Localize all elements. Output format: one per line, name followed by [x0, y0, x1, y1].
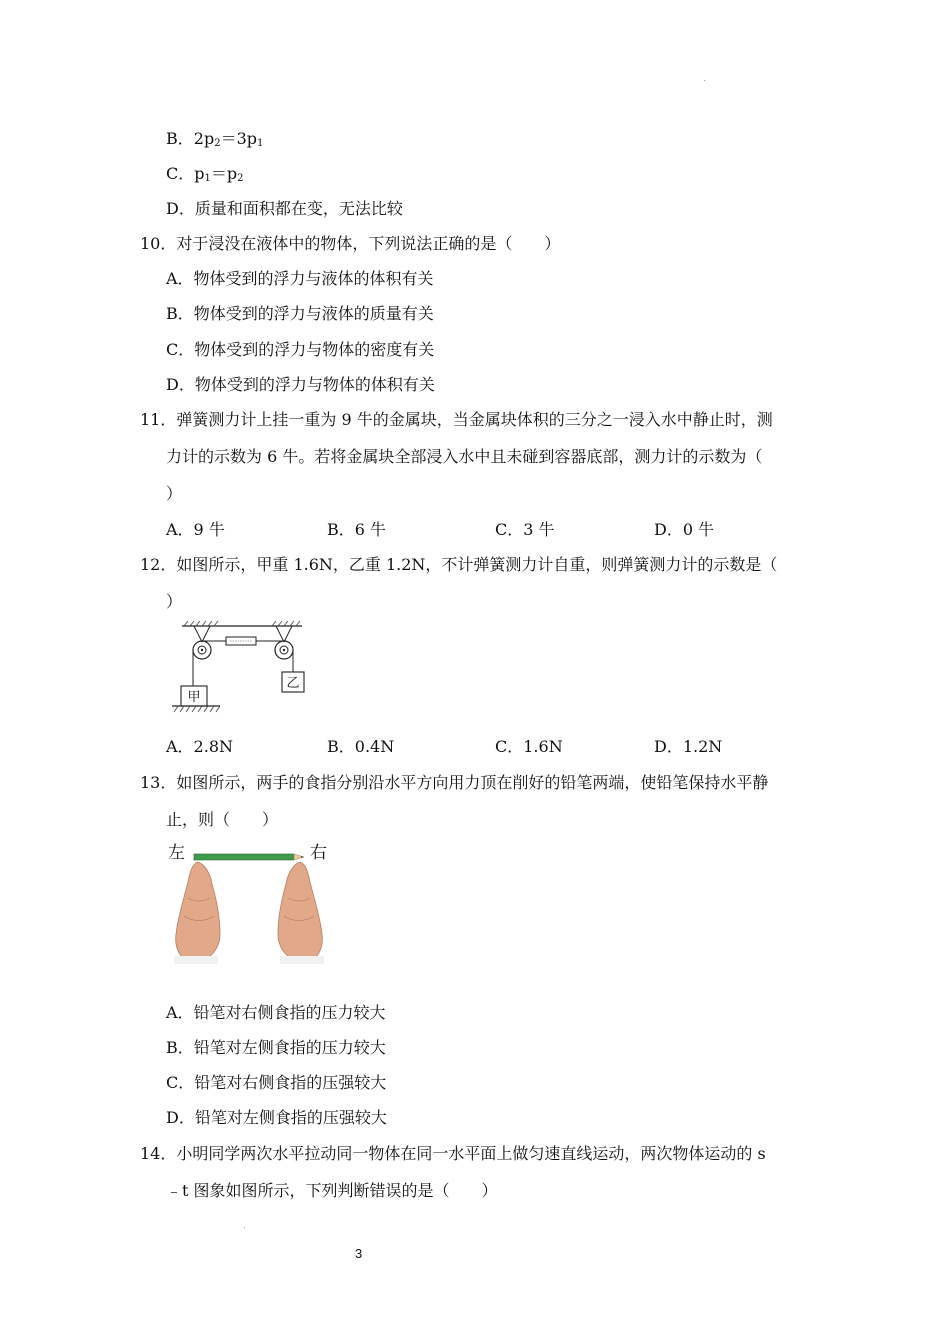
- ground-hatch: [174, 706, 220, 712]
- q12-option-a: A．2.8N: [166, 737, 234, 756]
- q11-option-b: B．6 牛: [327, 520, 387, 539]
- option-letter: B．: [166, 129, 194, 148]
- label-right: 右: [310, 843, 327, 863]
- ceiling-hatch: [184, 621, 300, 626]
- label-yi: 乙: [286, 676, 300, 691]
- subscript: 2: [237, 173, 244, 184]
- pulley-figure: [168, 620, 308, 714]
- scan-dot: [704, 80, 705, 81]
- q13-option-a: A．铅笔对右侧食指的压力较大: [166, 1003, 386, 1022]
- q12-option-d: D．1.2N: [654, 737, 723, 756]
- pencil-body: [194, 854, 294, 860]
- q12-stem-line2: ）: [166, 592, 183, 611]
- left-hand: [174, 862, 220, 964]
- q13-stem-line2: 止，则（ ）: [166, 810, 279, 829]
- q13-option-c: C．铅笔对右侧食指的压强较大: [166, 1073, 387, 1092]
- q11-options-row: [0, 520, 950, 540]
- pencil-hands-figure: [164, 838, 334, 966]
- q11-stem-line1: 11．弹簧测力计上挂一重为 9 牛的金属块，当金属块体积的三分之一浸入水中静止时，测: [140, 410, 773, 429]
- q10-option-b: B．物体受到的浮力与液体的质量有关: [166, 304, 434, 323]
- q11-option-d: D．0 牛: [654, 520, 715, 539]
- formula-part: p: [194, 164, 205, 183]
- q10-option-a: A．物体受到的浮力与液体的体积有关: [166, 269, 434, 288]
- q10-stem: 10．对于浸没在液体中的物体，下列说法正确的是（ ）: [140, 234, 561, 253]
- q12-options-row: [0, 737, 950, 757]
- q12-option-b: B．0.4N: [327, 737, 395, 756]
- q9-option-c: [166, 164, 244, 189]
- subscript: 1: [257, 138, 264, 149]
- q12-option-c: C．1.6N: [495, 737, 563, 756]
- subscript: 1: [204, 173, 211, 184]
- label-left: 左: [168, 843, 185, 863]
- q11-option-a: A．9 牛: [166, 520, 225, 539]
- q13-stem-line1: 13．如图所示，两手的食指分别沿水平方向用力顶在削好的铅笔两端，使铅笔保持水平静: [140, 773, 769, 792]
- q13-option-b: B．铅笔对左侧食指的压力较大: [166, 1038, 386, 1057]
- subscript: 2: [214, 138, 221, 149]
- page-number: 3: [355, 1246, 363, 1261]
- q9-option-d: D．质量和面积都在变，无法比较: [166, 199, 403, 218]
- formula-part: 2p: [193, 129, 215, 148]
- q10-option-d: D．物体受到的浮力与物体的体积有关: [166, 375, 435, 394]
- q9-option-b: [166, 129, 263, 154]
- q13-option-d: D．铅笔对左侧食指的压强较大: [166, 1108, 387, 1127]
- formula-part: ＝3p: [220, 129, 257, 148]
- right-hand: [278, 862, 324, 964]
- option-letter: C．: [166, 164, 195, 183]
- q12-stem-line1: 12．如图所示，甲重 1.6N，乙重 1.2N，不计弹簧测力计自重，则弹簧测力计的示数是（: [140, 555, 778, 574]
- formula-part: ＝p: [210, 164, 238, 183]
- label-jia: 甲: [187, 690, 201, 705]
- q10-option-c: C．物体受到的浮力与物体的密度有关: [166, 340, 435, 359]
- q14-stem-line1: 14．小明同学两次水平拉动同一物体在同一水平面上做匀速直线运动，两次物体运动的 s: [140, 1144, 766, 1163]
- q14-stem-line2: ﹣t 图象如图所示，下列判断错误的是（ ）: [166, 1181, 498, 1200]
- q11-stem-line2: 力计的示数为 6 牛。若将金属块全部浸入水中且未碰到容器底部，测力计的示数为（: [166, 447, 763, 466]
- q11-option-c: C．3 牛: [495, 520, 555, 539]
- q11-stem-line3: ）: [166, 484, 183, 503]
- scan-dot: [244, 1227, 245, 1228]
